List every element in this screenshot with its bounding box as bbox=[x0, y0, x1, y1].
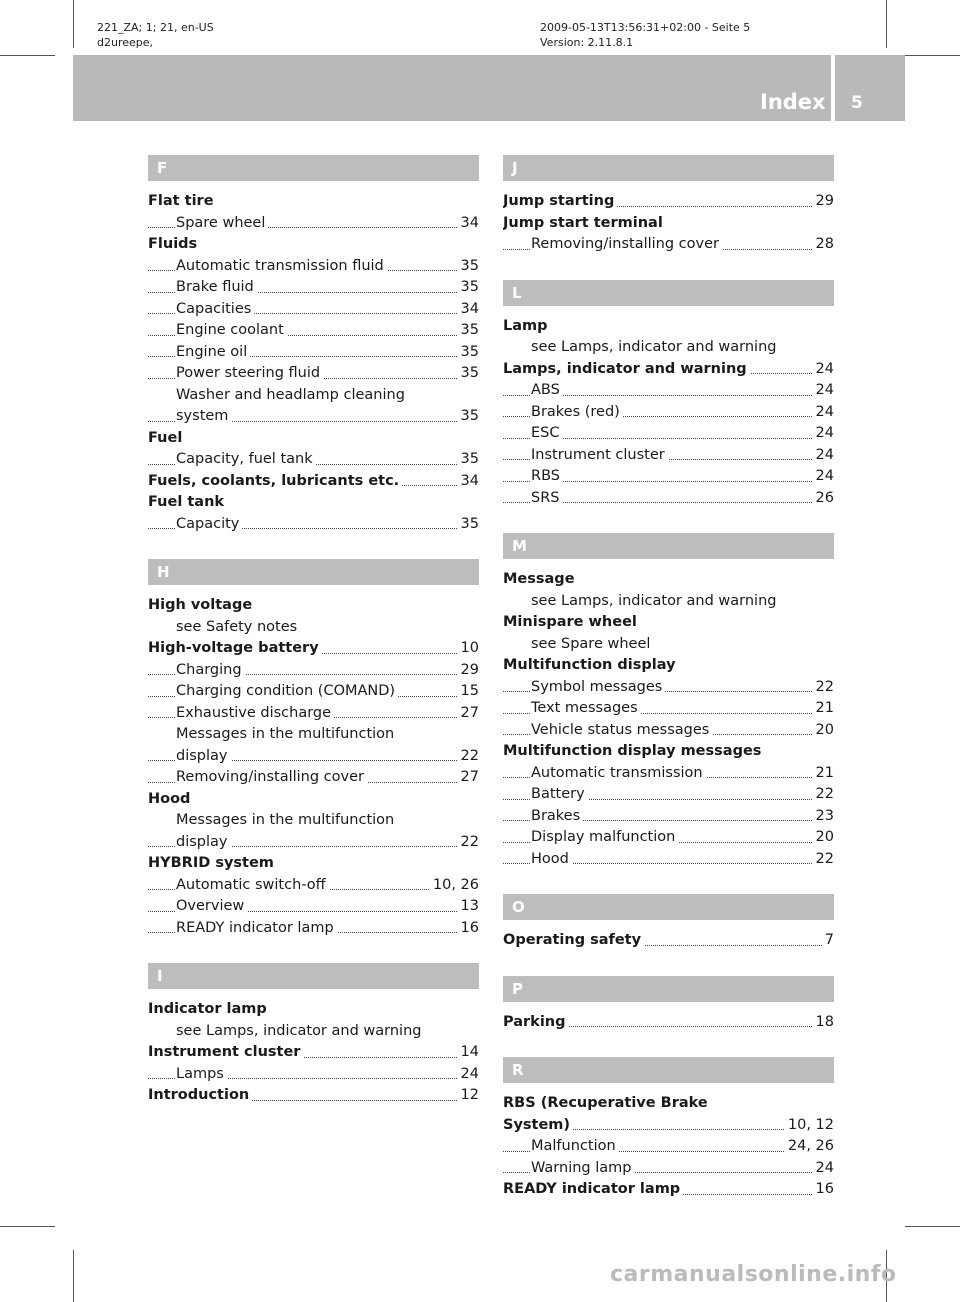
entry-text: Fuels, coolants, lubricants etc. bbox=[148, 473, 402, 489]
entry-text: Parking bbox=[503, 1014, 569, 1030]
entry-page: 15 bbox=[458, 681, 479, 703]
index-subentry bbox=[148, 449, 479, 471]
index-subentry bbox=[503, 806, 834, 828]
entry-text: see Lamps, indicator and warning bbox=[531, 339, 779, 355]
entry-text: Automatic transmission bbox=[531, 765, 706, 781]
crop-mark bbox=[0, 1226, 55, 1227]
index-subentry bbox=[503, 677, 834, 699]
entry-text: Display malfunction bbox=[531, 829, 678, 845]
index-column-left bbox=[148, 155, 479, 1107]
entry-text: Lamps bbox=[176, 1066, 227, 1082]
entry-text: READY indicator lamp bbox=[503, 1181, 683, 1197]
index-entry bbox=[148, 428, 479, 450]
index-entry bbox=[148, 1042, 479, 1064]
entry-text: Charging bbox=[176, 662, 245, 678]
entry-page: 35 bbox=[458, 320, 479, 342]
entry-text: Capacity, fuel tank bbox=[176, 451, 316, 467]
entry-page: 35 bbox=[458, 277, 479, 299]
entry-text: Spare wheel bbox=[176, 215, 268, 231]
entry-page: 24 bbox=[813, 423, 834, 445]
section-gap bbox=[148, 939, 479, 963]
entry-text: Messages in the multifunction bbox=[176, 726, 397, 742]
index-entry bbox=[503, 1012, 834, 1034]
index-subentry bbox=[148, 617, 479, 639]
entry-text: Battery bbox=[531, 786, 588, 802]
entry-text: Hood bbox=[148, 791, 193, 807]
entry-text: Messages in the multifunction bbox=[176, 812, 397, 828]
entry-text: Multifunction display messages bbox=[503, 743, 764, 759]
entry-page: 35 bbox=[458, 406, 479, 428]
entry-text: Introduction bbox=[148, 1087, 252, 1103]
index-subentry bbox=[148, 277, 479, 299]
index-subentry bbox=[148, 1021, 479, 1043]
entry-text: Jump start terminal bbox=[503, 215, 666, 231]
index-subentry bbox=[148, 896, 479, 918]
entry-text: Operating safety bbox=[503, 932, 644, 948]
section-gap bbox=[503, 952, 834, 976]
section-gap bbox=[148, 535, 479, 559]
index-subentry bbox=[148, 299, 479, 321]
entry-text: system bbox=[176, 408, 231, 424]
entry-text: Washer and headlamp cleaning bbox=[176, 387, 408, 403]
entry-page: 27 bbox=[458, 703, 479, 725]
index-subentry bbox=[503, 423, 834, 445]
section-gap bbox=[503, 870, 834, 894]
index-entry bbox=[148, 191, 479, 213]
entry-text: Jump starting bbox=[503, 193, 617, 209]
index-subentry bbox=[503, 234, 834, 256]
entry-text: Fuel tank bbox=[148, 494, 227, 510]
entry-text: Indicator lamp bbox=[148, 1001, 270, 1017]
entry-page: 27 bbox=[458, 767, 479, 789]
section-letter-r: R bbox=[503, 1057, 834, 1083]
entry-text: High-voltage battery bbox=[148, 640, 322, 656]
entry-text: HYBRID system bbox=[148, 855, 277, 871]
entry-text: RBS bbox=[531, 468, 563, 484]
entry-page: 35 bbox=[458, 514, 479, 536]
entry-page: 35 bbox=[458, 342, 479, 364]
section-letter-m: M bbox=[503, 533, 834, 559]
entry-text: Engine oil bbox=[176, 344, 250, 360]
index-column-right bbox=[503, 155, 834, 1201]
entry-text: Capacity bbox=[176, 516, 242, 532]
entry-text: Automatic switch-off bbox=[176, 877, 329, 893]
entry-page: 34 bbox=[458, 471, 479, 493]
index-entry bbox=[148, 999, 479, 1021]
index-subentry bbox=[148, 213, 479, 235]
index-entry bbox=[503, 655, 834, 677]
entry-text: Automatic transmission fluid bbox=[176, 258, 387, 274]
index-entry bbox=[503, 213, 834, 235]
entry-text: Capacities bbox=[176, 301, 254, 317]
print-meta-right bbox=[540, 20, 750, 50]
entry-text: Hood bbox=[531, 851, 572, 867]
index-subentry bbox=[503, 827, 834, 849]
entry-text: Instrument cluster bbox=[148, 1044, 303, 1060]
index-subentry bbox=[148, 810, 479, 832]
section-letter-i: I bbox=[148, 963, 479, 989]
index-subentry bbox=[503, 1158, 834, 1180]
index-entry bbox=[503, 569, 834, 591]
watermark: carmanualsonline.info bbox=[610, 1262, 897, 1287]
index-subentry bbox=[148, 660, 479, 682]
entry-text: see Lamps, indicator and warning bbox=[176, 1023, 424, 1039]
entry-page: 22 bbox=[813, 784, 834, 806]
index-entry bbox=[503, 1093, 834, 1115]
index-entry bbox=[148, 853, 479, 875]
entry-text: Warning lamp bbox=[531, 1160, 634, 1176]
entry-page: 10, 12 bbox=[785, 1115, 834, 1137]
entry-text: ABS bbox=[531, 382, 563, 398]
entry-text: High voltage bbox=[148, 597, 255, 613]
index-subentry bbox=[503, 784, 834, 806]
index-subentry bbox=[148, 363, 479, 385]
entry-page: 29 bbox=[813, 191, 834, 213]
entry-page: 13 bbox=[458, 896, 479, 918]
entry-page: 21 bbox=[813, 763, 834, 785]
entry-page: 23 bbox=[813, 806, 834, 828]
index-subentry bbox=[503, 1136, 834, 1158]
entry-text: Lamp bbox=[503, 318, 551, 334]
entry-text: Symbol messages bbox=[531, 679, 665, 695]
crop-mark bbox=[905, 55, 960, 56]
section-gap bbox=[503, 1033, 834, 1057]
section-letter-j: J bbox=[503, 155, 834, 181]
entry-page: 29 bbox=[458, 660, 479, 682]
index-subentry bbox=[148, 1064, 479, 1086]
entry-page: 22 bbox=[813, 677, 834, 699]
entry-text: Malfunction bbox=[531, 1138, 619, 1154]
index-subentry bbox=[148, 918, 479, 940]
index-entry bbox=[503, 1179, 834, 1201]
index-subentry bbox=[148, 406, 479, 428]
entry-text: Removing/installing cover bbox=[176, 769, 367, 785]
entry-page: 35 bbox=[458, 449, 479, 471]
entry-text: see Safety notes bbox=[176, 619, 300, 635]
entry-text: Message bbox=[503, 571, 578, 587]
index-subentry bbox=[148, 320, 479, 342]
entry-page: 24 bbox=[813, 445, 834, 467]
entry-page: 18 bbox=[813, 1012, 834, 1034]
index-subentry bbox=[503, 849, 834, 871]
index-entry bbox=[148, 492, 479, 514]
entry-page: 35 bbox=[458, 256, 479, 278]
entry-text: Charging condition (COMAND) bbox=[176, 683, 398, 699]
index-subentry bbox=[148, 746, 479, 768]
page-title: Index bbox=[760, 90, 826, 114]
page-number: 5 bbox=[851, 93, 863, 113]
entry-text: Exhaustive discharge bbox=[176, 705, 334, 721]
entry-page: 22 bbox=[458, 832, 479, 854]
entry-text: READY indicator lamp bbox=[176, 920, 337, 936]
entry-text: Brake fluid bbox=[176, 279, 257, 295]
entry-page: 12 bbox=[458, 1085, 479, 1107]
index-entry bbox=[503, 612, 834, 634]
section-letter-p: P bbox=[503, 976, 834, 1002]
section-letter-o: O bbox=[503, 894, 834, 920]
entry-page: 24 bbox=[813, 466, 834, 488]
entry-page: 22 bbox=[813, 849, 834, 871]
index-entry bbox=[148, 471, 479, 493]
entry-page: 21 bbox=[813, 698, 834, 720]
entry-page: 22 bbox=[458, 746, 479, 768]
index-subentry bbox=[503, 591, 834, 613]
entry-page: 20 bbox=[813, 827, 834, 849]
entry-text: Engine coolant bbox=[176, 322, 287, 338]
index-subentry bbox=[503, 445, 834, 467]
entry-text: Vehicle status messages bbox=[531, 722, 712, 738]
entry-text: Brakes bbox=[531, 808, 583, 824]
crop-mark bbox=[886, 0, 887, 48]
print-meta-left bbox=[97, 20, 214, 50]
entry-text: Instrument cluster bbox=[531, 447, 668, 463]
index-subentry bbox=[148, 385, 479, 407]
entry-text: Multifunction display bbox=[503, 657, 679, 673]
entry-page: 35 bbox=[458, 363, 479, 385]
entry-page: 24, 26 bbox=[785, 1136, 834, 1158]
header-divider bbox=[831, 55, 835, 121]
entry-page: 24 bbox=[458, 1064, 479, 1086]
index-subentry bbox=[503, 763, 834, 785]
section-gap bbox=[503, 509, 834, 533]
entry-page: 24 bbox=[813, 402, 834, 424]
entry-text: see Lamps, indicator and warning bbox=[531, 593, 779, 609]
section-letter-h: H bbox=[148, 559, 479, 585]
entry-text: RBS (Recuperative Brake bbox=[503, 1095, 711, 1111]
meta-left-line2: d2ureepe, bbox=[97, 36, 154, 49]
index-entry bbox=[148, 789, 479, 811]
index-subentry bbox=[503, 337, 834, 359]
entry-text: System) bbox=[503, 1117, 573, 1133]
crop-mark bbox=[905, 1226, 960, 1227]
entry-text: Fuel bbox=[148, 430, 185, 446]
entry-page: 34 bbox=[458, 299, 479, 321]
entry-text: Power steering fluid bbox=[176, 365, 323, 381]
index-subentry bbox=[503, 402, 834, 424]
section-letter-f: F bbox=[148, 155, 479, 181]
entry-page: 16 bbox=[458, 918, 479, 940]
meta-right-line2: Version: 2.11.8.1 bbox=[540, 36, 634, 49]
entry-text: Fluids bbox=[148, 236, 200, 252]
entry-text: Text messages bbox=[531, 700, 641, 716]
entry-text: Brakes (red) bbox=[531, 404, 623, 420]
entry-text: Minispare wheel bbox=[503, 614, 640, 630]
index-entry bbox=[503, 930, 834, 952]
index-subentry bbox=[148, 875, 479, 897]
crop-mark bbox=[73, 0, 74, 48]
crop-mark bbox=[0, 55, 55, 56]
index-entry bbox=[503, 191, 834, 213]
entry-text: see Spare wheel bbox=[531, 636, 653, 652]
entry-page: 26 bbox=[813, 488, 834, 510]
index-subentry bbox=[503, 720, 834, 742]
entry-page: 14 bbox=[458, 1042, 479, 1064]
entry-text: Lamps, indicator and warning bbox=[503, 361, 750, 377]
index-entry bbox=[148, 595, 479, 617]
index-subentry bbox=[503, 698, 834, 720]
entry-text: SRS bbox=[531, 490, 562, 506]
index-subentry bbox=[503, 488, 834, 510]
index-subentry bbox=[503, 380, 834, 402]
entry-page: 34 bbox=[458, 213, 479, 235]
index-subentry bbox=[148, 681, 479, 703]
index-entry bbox=[503, 359, 834, 381]
entry-page: 28 bbox=[813, 234, 834, 256]
entry-page: 20 bbox=[813, 720, 834, 742]
index-entry bbox=[503, 1115, 834, 1137]
index-entry bbox=[148, 234, 479, 256]
entry-text: Removing/installing cover bbox=[531, 236, 722, 252]
meta-right-line1: 2009-05-13T13:56:31+02:00 - Seite 5 bbox=[540, 21, 751, 34]
index-subentry bbox=[148, 703, 479, 725]
entry-page: 10 bbox=[458, 638, 479, 660]
index-subentry bbox=[148, 514, 479, 536]
section-gap bbox=[503, 256, 834, 280]
index-subentry bbox=[148, 256, 479, 278]
index-entry bbox=[148, 638, 479, 660]
index-entry bbox=[148, 1085, 479, 1107]
entry-page: 24 bbox=[813, 380, 834, 402]
entry-page: 24 bbox=[813, 359, 834, 381]
index-subentry bbox=[148, 767, 479, 789]
index-entry bbox=[503, 741, 834, 763]
section-letter-l: L bbox=[503, 280, 834, 306]
entry-text: Flat tire bbox=[148, 193, 217, 209]
index-entry bbox=[503, 316, 834, 338]
index-subentry bbox=[148, 724, 479, 746]
entry-page: 10, 26 bbox=[430, 875, 479, 897]
crop-mark bbox=[73, 1250, 74, 1302]
index-subentry bbox=[503, 634, 834, 656]
entry-page: 16 bbox=[813, 1179, 834, 1201]
entry-page: 24 bbox=[813, 1158, 834, 1180]
entry-page: 7 bbox=[822, 930, 834, 952]
entry-text: display bbox=[176, 834, 231, 850]
index-subentry bbox=[148, 832, 479, 854]
entry-text: Overview bbox=[176, 898, 247, 914]
index-subentry bbox=[503, 466, 834, 488]
meta-left-line1: 221_ZA; 1; 21, en-US bbox=[97, 21, 214, 34]
entry-text: display bbox=[176, 748, 231, 764]
entry-text: ESC bbox=[531, 425, 563, 441]
index-subentry bbox=[148, 342, 479, 364]
